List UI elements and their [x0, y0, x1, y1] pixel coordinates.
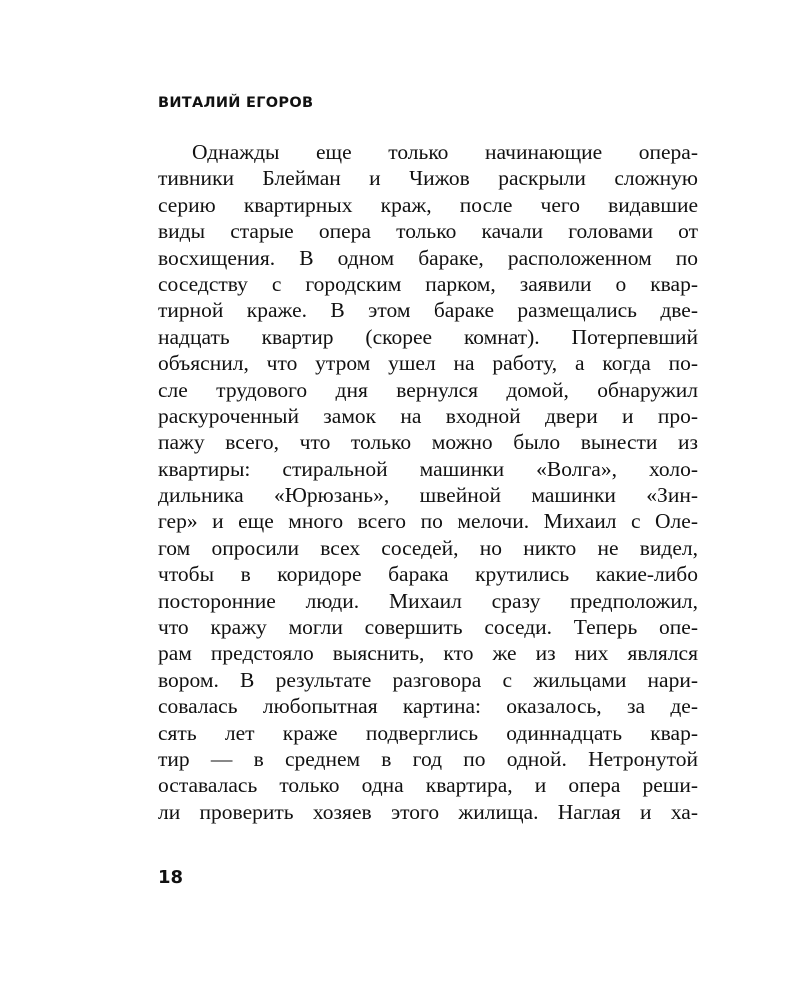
text-line: соседству с городским парком, заявили о квар-: [158, 271, 698, 296]
text-line: тивники Блейман и Чижов раскрыли сложную: [158, 166, 698, 191]
text-line: виды старые опера только качали головами от: [158, 219, 698, 244]
text-line: дильника «Юрюзань», швейной машинки «Зин-: [158, 483, 698, 508]
text-line: квартиры: стиральной машинки «Волга», холо-: [158, 456, 698, 481]
running-head-author: ВИТАЛИЙ ЕГОРОВ: [158, 95, 314, 111]
text-line: что кражу могли совершить соседи. Теперь опе-: [158, 615, 698, 640]
text-line: восхищения. В одном бараке, расположенном по: [158, 245, 698, 270]
text-line: тир — в среднем в год по одной. Нетронутой: [158, 746, 698, 771]
text-line: вором. В результате разговора с жильцами нари-: [158, 667, 698, 692]
text-line: гом опросили всех соседей, но никто не видел,: [158, 535, 698, 560]
text-line: раскуроченный замок на входной двери и про-: [158, 403, 698, 428]
page-number: 18: [158, 867, 184, 888]
text-line: ли проверить хозяев этого жилища. Наглая и ха-: [158, 799, 698, 824]
text-line: чтобы в коридоре барака крутились какие-либо: [158, 562, 698, 587]
text-line: посторонние люди. Михаил сразу предположил,: [158, 588, 698, 613]
text-line: тирной краже. В этом бараке размещались две-: [158, 298, 698, 323]
text-line: совалась любопытная картина: оказалось, за де-: [158, 694, 698, 719]
text-line: рам предстояло выяснить, кто же из них являлся: [158, 641, 698, 666]
text-line: Однажды еще только начинающие опера-: [192, 140, 698, 164]
text-line: серию квартирных краж, после чего видавшие: [158, 192, 698, 217]
text-line: объяснил, что утром ушел на работу, а когда по-: [158, 351, 698, 376]
text-line: гер» и еще много всего по мелочи. Михаил с Оле-: [158, 509, 698, 534]
text-line: сять лет краже подверглись одиннадцать квар-: [158, 720, 698, 745]
body-text: [158, 139, 698, 825]
text-line: пажу всего, что только можно было вынести из: [158, 430, 698, 455]
text-line: оставалась только одна квартира, и опера реши-: [158, 773, 698, 798]
text-line: надцать квартир (скорее комнат). Потерпевший: [158, 324, 698, 349]
text-line: сле трудового дня вернулся домой, обнаружил: [158, 377, 698, 402]
